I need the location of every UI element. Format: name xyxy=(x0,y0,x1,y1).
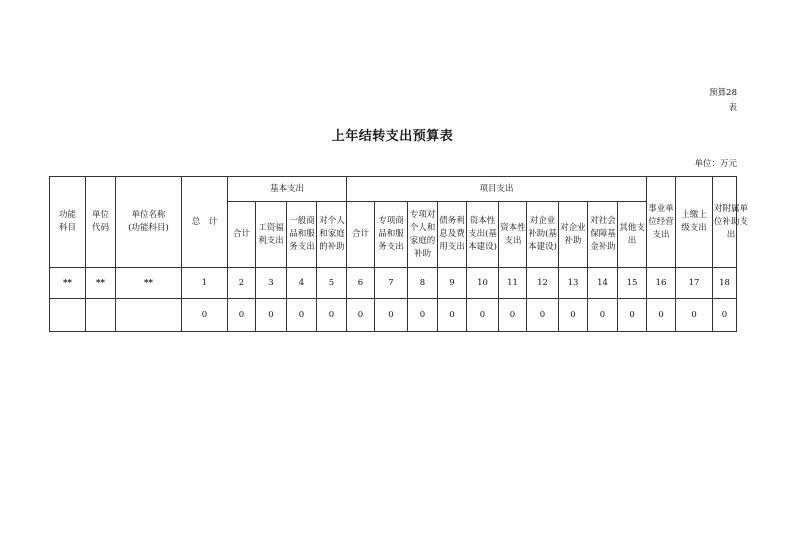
index-number-cell: 3 xyxy=(256,268,287,299)
data-value-cell: 0 xyxy=(438,299,467,332)
data-value-cell: 0 xyxy=(287,299,317,332)
form-reference-line1: 预算28 xyxy=(709,88,737,98)
index-number-cell: 14 xyxy=(588,268,618,299)
header-subsidiary: 对附属单位补助支出 xyxy=(713,177,737,268)
data-value-cell: 0 xyxy=(408,299,438,332)
header-total: 总 计 xyxy=(182,177,228,268)
data-value-cell: 0 xyxy=(588,299,618,332)
header-project-goods: 专项商品和服务支出 xyxy=(375,202,408,268)
data-empty-cell xyxy=(50,299,86,332)
index-star-cell: ** xyxy=(86,268,116,299)
header-basic-personal: 对个人和家庭的补助 xyxy=(317,202,347,268)
header-basic-total: 合计 xyxy=(228,202,256,268)
data-value-cell: 0 xyxy=(317,299,347,332)
header-project-capital-build: 资本性支出(基本建设) xyxy=(467,202,499,268)
data-value-cell: 0 xyxy=(676,299,713,332)
form-reference-line2: 表 xyxy=(728,103,737,113)
header-project-group: 项目支出 xyxy=(347,177,647,202)
header-row-1 xyxy=(50,177,737,202)
index-number-cell: 17 xyxy=(676,268,713,299)
index-number-cell: 10 xyxy=(467,268,499,299)
data-value-cell: 0 xyxy=(527,299,559,332)
index-number-cell: 2 xyxy=(228,268,256,299)
header-upper: 上缴上级支出 xyxy=(676,177,713,268)
data-value-cell: 0 xyxy=(467,299,499,332)
index-row xyxy=(50,268,737,299)
data-value-cell: 0 xyxy=(618,299,647,332)
header-project-enterprise: 对企业补助 xyxy=(559,202,588,268)
header-business: 事业单位经营支出 xyxy=(647,177,676,268)
index-number-cell: 18 xyxy=(713,268,737,299)
index-number-cell: 15 xyxy=(618,268,647,299)
index-number-cell: 12 xyxy=(527,268,559,299)
unit-label: 单位：万元 xyxy=(694,159,737,169)
header-project-capital: 资本性支出 xyxy=(499,202,527,268)
data-value-cell: 0 xyxy=(499,299,527,332)
header-project-enterprise-build: 对企业补助(基本建设) xyxy=(527,202,559,268)
index-number-cell: 5 xyxy=(317,268,347,299)
data-value-cell: 0 xyxy=(713,299,737,332)
index-number-cell: 7 xyxy=(375,268,408,299)
budget-table xyxy=(49,176,749,332)
header-project-debt: 债务利息及费用支出 xyxy=(438,202,467,268)
page-title: 上年结转支出预算表 xyxy=(331,129,454,144)
data-value-cell: 0 xyxy=(647,299,676,332)
header-unit-name: 单位名称 (功能科目) xyxy=(116,177,182,268)
index-number-cell: 8 xyxy=(408,268,438,299)
header-project-total: 合计 xyxy=(347,202,375,268)
data-value-cell: 0 xyxy=(256,299,287,332)
index-star-cell: ** xyxy=(50,268,86,299)
index-number-cell: 1 xyxy=(182,268,228,299)
index-number-cell: 11 xyxy=(499,268,527,299)
header-project-social-security: 对社会保障基金补助 xyxy=(588,202,618,268)
index-number-cell: 4 xyxy=(287,268,317,299)
index-star-cell: ** xyxy=(116,268,182,299)
data-value-cell: 0 xyxy=(228,299,256,332)
data-value-cell: 0 xyxy=(182,299,228,332)
data-row xyxy=(50,299,737,332)
header-basic-goods: 一般商品和服务支出 xyxy=(287,202,317,268)
data-empty-cell xyxy=(86,299,116,332)
index-number-cell: 6 xyxy=(347,268,375,299)
form-reference xyxy=(709,86,737,116)
header-basic-group: 基本支出 xyxy=(228,177,347,202)
index-number-cell: 16 xyxy=(647,268,676,299)
header-unit-code: 单位代码 xyxy=(86,177,116,268)
data-value-cell: 0 xyxy=(559,299,588,332)
header-func-subject: 功能科目 xyxy=(50,177,86,268)
data-value-cell: 0 xyxy=(375,299,408,332)
index-number-cell: 9 xyxy=(438,268,467,299)
header-project-other: 其他支出 xyxy=(618,202,647,268)
data-value-cell: 0 xyxy=(347,299,375,332)
header-project-personal: 专项对个人和家庭的补助 xyxy=(408,202,438,268)
header-basic-salary: 工资福利支出 xyxy=(256,202,287,268)
index-number-cell: 13 xyxy=(559,268,588,299)
data-empty-cell xyxy=(116,299,182,332)
